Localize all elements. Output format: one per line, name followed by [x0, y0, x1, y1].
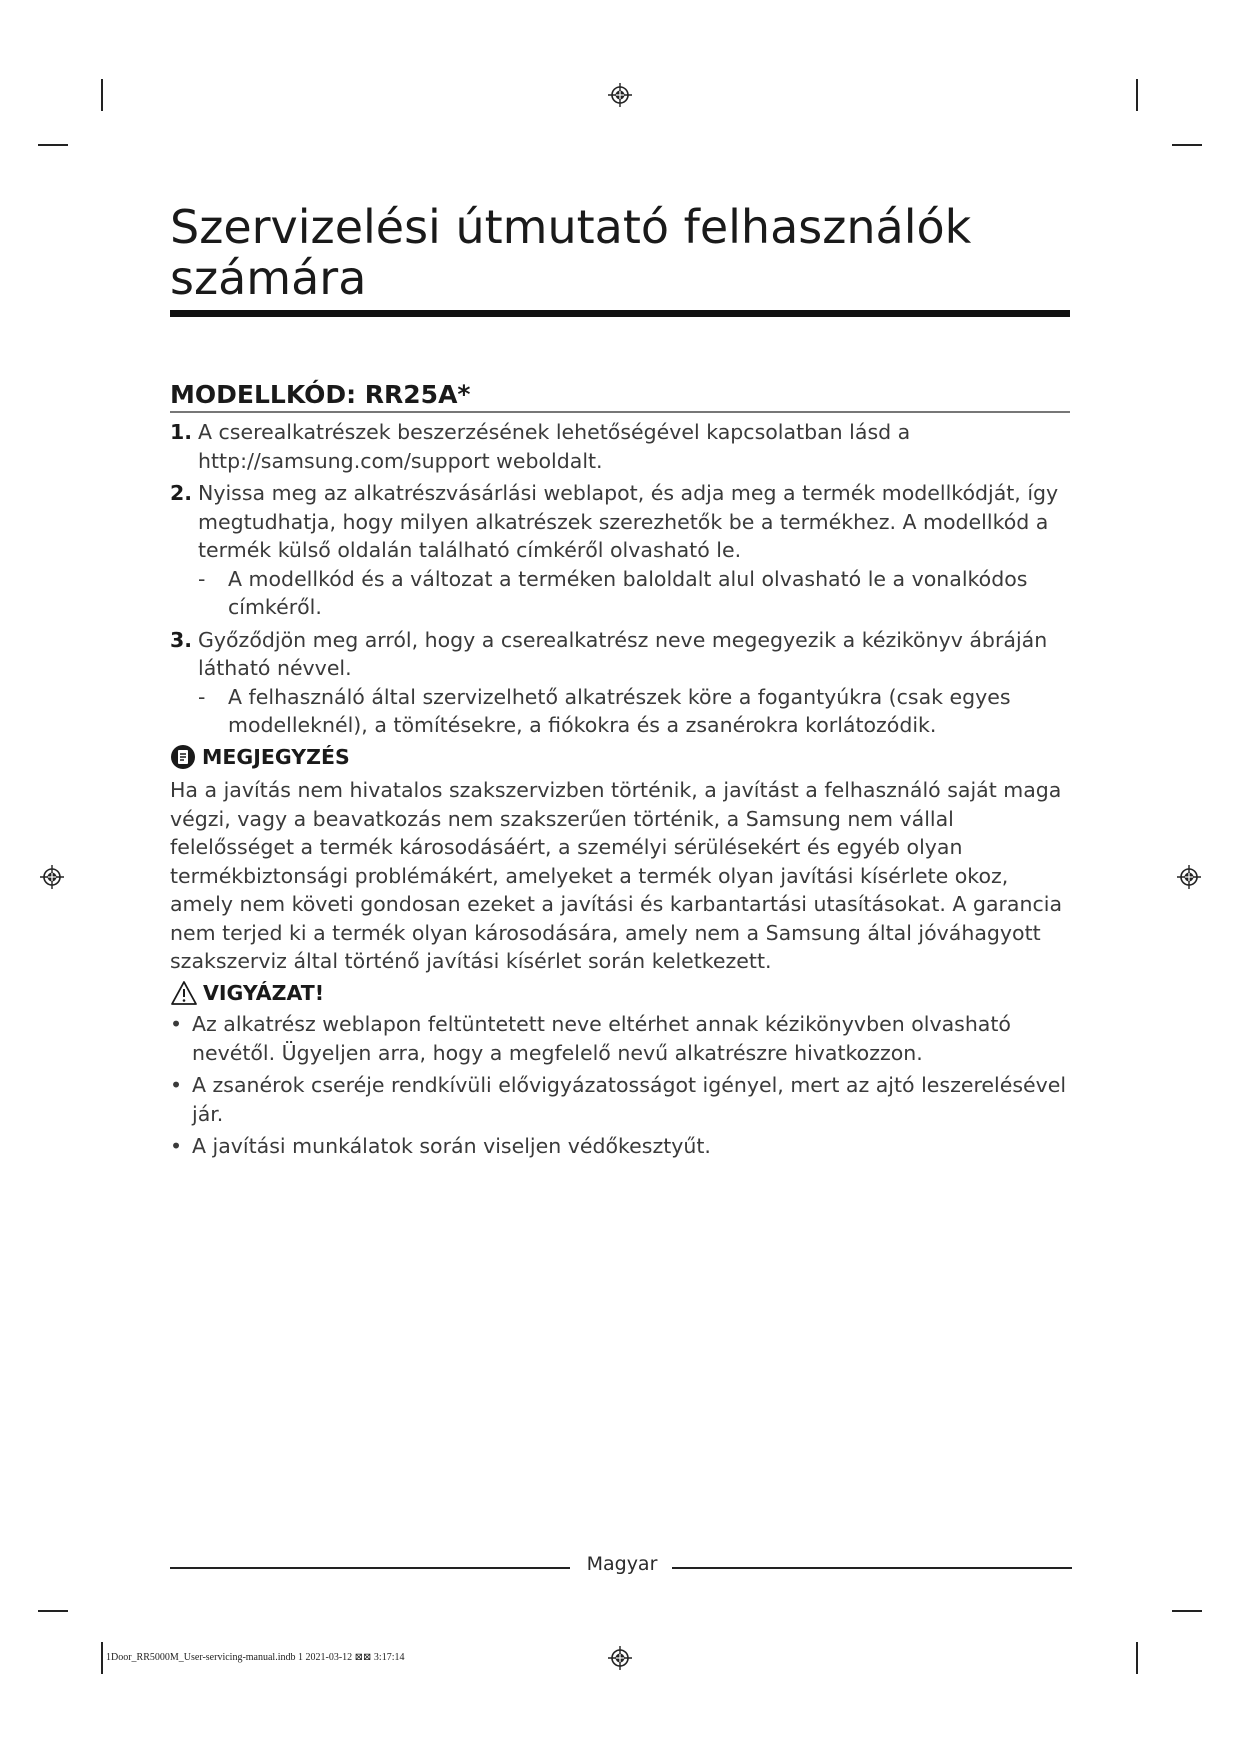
registration-mark-top-icon	[607, 82, 633, 108]
warning-heading-text: VIGYÁZAT!	[203, 981, 325, 1005]
item-number: 3.	[170, 627, 193, 652]
registration-mark-right-icon	[1176, 864, 1202, 890]
sub-item	[198, 683, 1070, 740]
note-heading	[170, 744, 350, 770]
footer-language: Magyar	[586, 1553, 658, 1575]
numbered-item	[170, 479, 1070, 622]
item-text: Győződjön meg arról, hogy a cserealkatrész neve megegyezik a kézikönyv ábráján látható névvel.	[198, 627, 1048, 680]
registration-mark-left-icon	[39, 864, 65, 890]
sub-item	[198, 565, 1070, 622]
bullet-dot: •	[170, 1012, 183, 1036]
dash-marker: -	[198, 684, 206, 709]
sub-item-text: A modellkód és a változat a terméken baloldalt alul olvasható le a vonalkódos címkéről.	[228, 566, 1028, 619]
bullet-item	[170, 1132, 1070, 1161]
model-heading: MODELLKÓD: RR25A*	[170, 380, 471, 409]
numbered-item	[170, 626, 1070, 740]
crop-mark-top-right-h	[1172, 144, 1202, 146]
warning-triangle-icon	[170, 980, 198, 1006]
print-slug: 1Door_RR5000M_User-servicing-manual.indb 1 2021-03-12 ⊠⊠ 3:17:14	[106, 1652, 405, 1663]
crop-mark-bottom-right	[1136, 1642, 1138, 1674]
bullet-dot: •	[170, 1134, 183, 1158]
crop-mark-bottom-right-h	[1172, 1610, 1202, 1612]
warning-bullets	[170, 1010, 1070, 1165]
bullet-dot: •	[170, 1073, 183, 1097]
note-heading-text: MEGJEGYZÉS	[202, 745, 350, 769]
numbered-list	[170, 418, 1070, 744]
item-number: 1.	[170, 420, 193, 444]
bullet-text: A javítási munkálatok során viseljen védőkesztyűt.	[192, 1134, 711, 1158]
crop-mark-top-left	[101, 79, 103, 111]
crop-mark-top-right	[1136, 79, 1138, 111]
bullet-item	[170, 1071, 1070, 1128]
note-icon	[170, 744, 196, 770]
bullet-text: A zsanérok cseréje rendkívüli elővigyázatosságot igényel, mert az ajtó leszerelésével jár.	[192, 1073, 1067, 1126]
item-text: A cserealkatrészek beszerzésének lehetőségével kapcsolatban lásd a http://samsung.com/support weboldalt.	[198, 420, 911, 473]
item-text: Nyissa meg az alkatrészvásárlási weblapot, és adja meg a termék modellkódját, így megtudhatja, hogy milyen alkatrészek szerezhetők be a termékhez. A modellkód a termék külső oldalán található címkéről olvasható le.	[198, 481, 1059, 562]
page-title: Szervizelési útmutató felhasználók számára	[170, 200, 972, 305]
crop-mark-bottom-left	[101, 1642, 103, 1674]
crop-mark-top-left-h	[38, 144, 68, 146]
dash-marker: -	[198, 566, 206, 591]
footer-rule-right	[672, 1567, 1072, 1569]
numbered-item	[170, 418, 1070, 475]
note-body: Ha a javítás nem hivatalos szakszervizben történik, a javítást a felhasználó saját maga végzi, vagy a beavatkozás nem szakszerűen történik, a Samsung nem vállal felelősséget a termék károsodásáért, a személyi sérülésekért és egyéb olyan termékbiztonsági problémákért, amelyeket a termék olyan javítási kísérlete okoz, amely nem követi gondosan ezeket a javítási és karbantartási utasításokat. A garancia nem terjed ki a termék olyan károsodására, amely nem a Samsung által jóváhagyott szakszerviz által történő javítási kísérlet során keletkezett.	[170, 778, 1063, 973]
crop-mark-bottom-left-h	[38, 1610, 68, 1612]
title-rule	[170, 310, 1070, 317]
registration-mark-bottom-icon	[607, 1645, 633, 1671]
bullet-item	[170, 1010, 1070, 1067]
model-rule	[170, 411, 1070, 413]
sub-item-text: A felhasználó által szervizelhető alkatrészek köre a fogantyúkra (csak egyes modelleknél), a tömítésekre, a fiókokra és a zsanérokra korlátozódik.	[228, 684, 1011, 737]
footer-rule-left	[170, 1567, 570, 1569]
warning-heading	[170, 980, 324, 1006]
bullet-text: Az alkatrész weblapon feltüntetett neve eltérhet annak kézikönyvben olvasható nevétől. Ügyeljen arra, hogy a megfelelő nevű alkatrészre hivatkozzon.	[192, 1012, 1011, 1065]
item-number: 2.	[170, 481, 193, 505]
